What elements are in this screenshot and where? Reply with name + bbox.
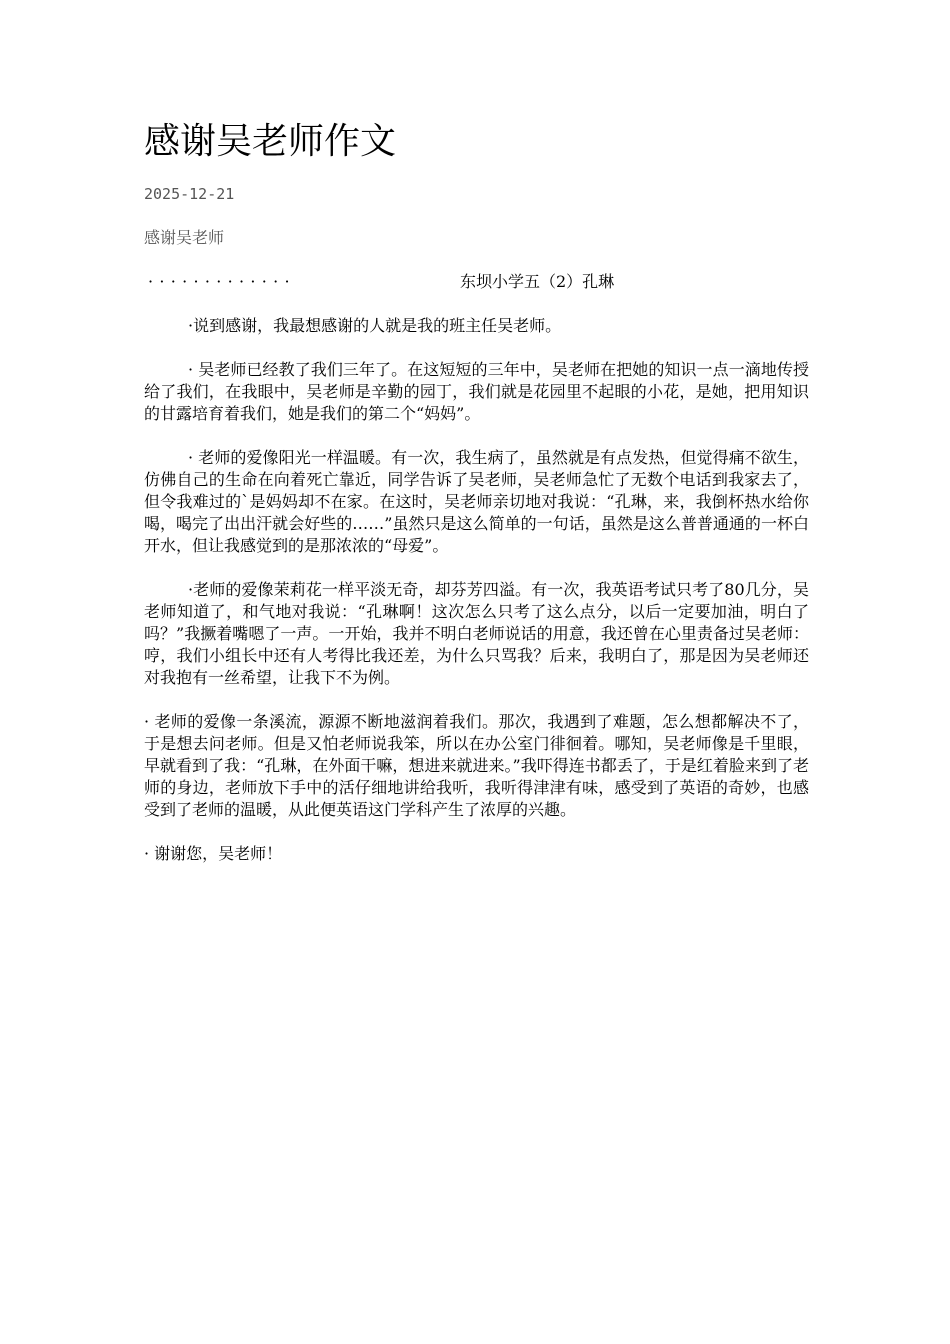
page-title: 感谢吴老师作文 bbox=[144, 121, 397, 162]
paragraph: · 老师的爱像一条溪流，源源不断地滋润着我们。那次，我遇到了难题，怎么想都解决不了，于是想去问老师。但是又怕老师说我笨，所以在办公室门徘徊着。哪知，吴老师像是千里眼，早就看到了我：“孔琳，在外面干嘛，想进来就进来。”我吓得连书都丢了，于是红着脸来到了老师的身边，老师放下手中的活仔细地讲给我听，我听得津津有味，感受到了英语的奇妙，也感受到了老师的温暖，从此便英语这门学科产生了浓厚的兴趣。 bbox=[144, 712, 809, 819]
byline bbox=[144, 271, 809, 293]
paragraph: · 老师的爱像阳光一样温暖。有一次，我生病了，虽然就是有点发热，但觉得痛不欲生，仿佛自己的生命在向着死亡靠近，同学告诉了吴老师，吴老师急忙了无数个电话到我家去了，但令我难过的`是妈妈却不在家。在这时，吴老师亲切地对我说：“孔琳，来，我倒杯热水给你喝，喝完了出出汗就会好些的……”虽然只是这么简单的一句话，虽然是这么普普通通的一杯白开水，但让我感觉到的是那浓浓的“母爱”。 bbox=[144, 448, 809, 555]
byline-dots: · · · · · · · · · · · · · bbox=[148, 272, 291, 291]
publish-date: 2025-12-21 bbox=[144, 185, 235, 203]
author-name: 东坝小学五（2）孔琳 bbox=[460, 272, 615, 291]
paragraph: · 谢谢您，吴老师！ bbox=[144, 844, 283, 863]
article-body bbox=[144, 271, 809, 887]
paragraph: ·说到感谢，我最想感谢的人就是我的班主任吴老师。 bbox=[188, 316, 562, 335]
paragraph: · 吴老师已经教了我们三年了。在这短短的三年中，吴老师在把她的知识一点一滴地传授给了我们，在我眼中，吴老师是辛勤的园丁，我们就是花园里不起眼的小花，是她，把用知识的甘露培育着我们，她是我们的第二个“妈妈”。 bbox=[144, 360, 809, 423]
paragraph: ·老师的爱像茉莉花一样平淡无奇，却芬芳四溢。有一次，我英语考试只考了80几分，吴老师知道了，和气地对我说：“孔琳啊！这次怎么只考了这么点分，以后一定要加油，明白了吗？”我撅着嘴嗯了一声。一开始，我并不明白老师说话的用意，我还曾在心里责备过吴老师：哼，我们小组长中还有人考得比我还差，为什么只骂我？后来，我明白了，那是因为吴老师还对我抱有一丝希望，让我下不为例。 bbox=[144, 580, 809, 687]
document-subtitle: 感谢吴老师 bbox=[144, 228, 225, 247]
